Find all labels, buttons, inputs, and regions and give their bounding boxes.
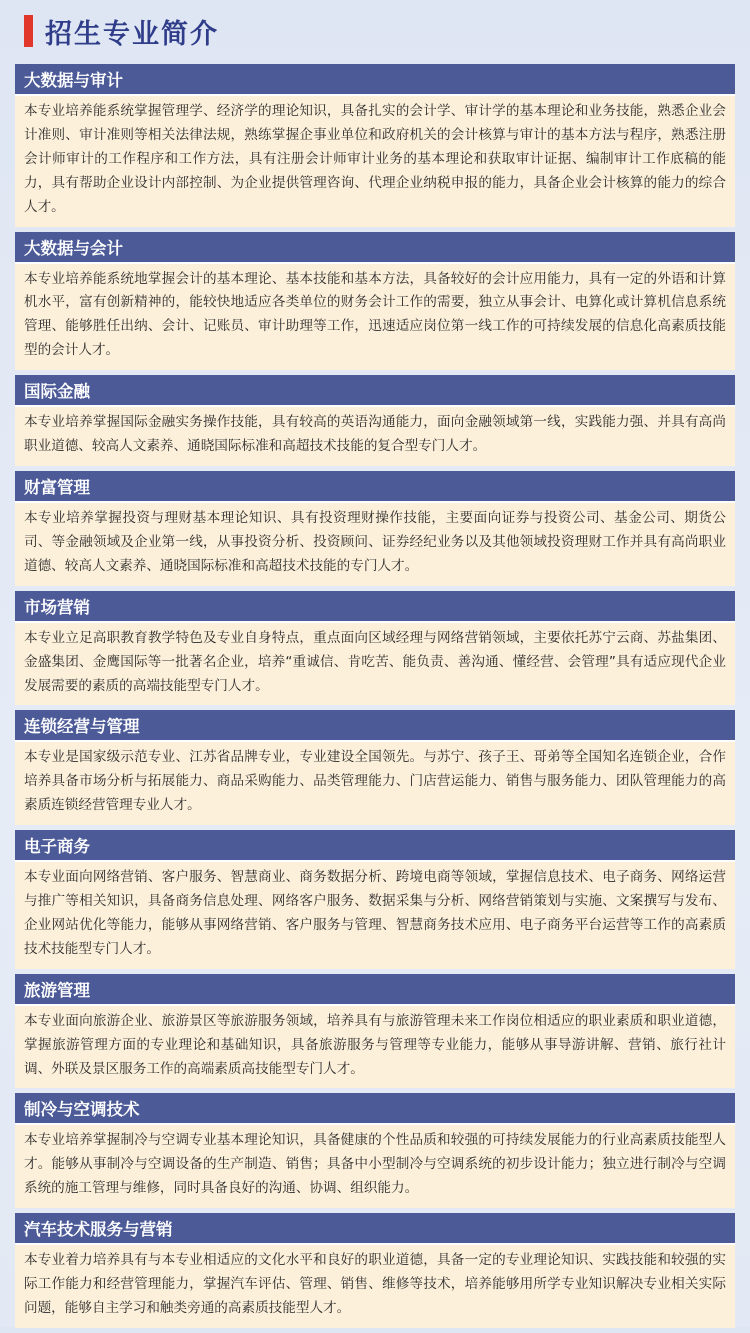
major-section	[15, 64, 735, 227]
major-description: 本专业着力培养具有与本专业相适应的文化水平和良好的职业道德，具备一定的专业理论知识、实践技能和较强的实际工作能力和经营管理能力，掌握汽车评估、管理、销售、维修等技术，培养能够用所学专业知识解决专业相关实际问题，能够自主学习和触类旁通的高素质技能型人才。	[15, 1245, 735, 1328]
major-name: 旅游管理	[15, 974, 735, 1006]
major-name: 汽车技术服务与营销	[15, 1213, 735, 1245]
major-section	[15, 591, 735, 706]
major-name: 市场营销	[15, 591, 735, 623]
major-description: 本专业面向旅游企业、旅游景区等旅游服务领域，培养具有与旅游管理未来工作岗位相适应的职业素质和职业道德，掌握旅游管理方面的专业理论和基础知识，具备旅游服务与管理等专业能力，能够从事导游讲解、营销、旅行社计调、外联及景区服务工作的高端素质高技能型专门人才。	[15, 1006, 735, 1089]
major-description: 本专业培养能系统地掌握会计的基本理论、基本技能和基本方法，具备较好的会计应用能力，具有一定的外语和计算机水平，富有创新精神的，能较快地适应各类单位的财务会计工作的需要，独立从事会计、电算化或计算机信息系统管理、能够胜任出纳、会计、记账员、审计助理等工作，迅速适应岗位第一线工作的可持续发展的信息化高素质技能型的会计人才。	[15, 264, 735, 371]
page-header	[24, 12, 219, 50]
major-section	[15, 1213, 735, 1328]
major-name: 财富管理	[15, 471, 735, 503]
major-name: 连锁经营与管理	[15, 710, 735, 742]
major-description: 本专业是国家级示范专业、江苏省品牌专业，专业建设全国领先。与苏宁、孩子王、哥弟等全国知名连锁企业，合作培养具备市场分析与拓展能力、商品采购能力、品类管理能力、门店营运能力、销售与服务能力、团队管理能力的高素质连锁经营管理专业人才。	[15, 742, 735, 825]
page-title: 招生专业简介	[45, 18, 219, 50]
major-description: 本专业培养掌握国际金融实务操作技能，具有较高的英语沟通能力，面向金融领域第一线，实践能力强、并具有高尚职业道德、较高人文素养、通晓国际标准和高超技术技能的复合型专门人才。	[15, 407, 735, 466]
major-description: 本专业培养掌握制冷与空调专业基本理论知识，具备健康的个性品质和较强的可持续发展能力的行业高素质技能型人才。能够从事制冷与空调设备的生产制造、销售；具备中小型制冷与空调系统的初步设计能力；独立进行制冷与空调系统的施工管理与维修，同时具备良好的沟通、协调、组织能力。	[15, 1125, 735, 1208]
major-description: 本专业培养掌握投资与理财基本理论知识、具有投资理财操作技能，主要面向证券与投资公司、基金公司、期货公司、等金融领域及企业第一线，从事投资分析、投资顾问、证券经纪业务以及其他领域投资理财工作并具有高尚职业道德、较高人文素养、通晓国际标准和高超技术技能的专门人才。	[15, 503, 735, 586]
major-description: 本专业培养能系统掌握管理学、经济学的理论知识，具备扎实的会计学、审计学的基本理论和业务技能，熟悉企业会计准则、审计准则等相关法律法规，熟练掌握企事业单位和政府机关的会计核算与审计的基本方法与程序，熟悉注册会计师审计的工作程序和工作方法，具有注册会计师审计业务的基本理论和获取审计证据、编制审计工作底稿的能力，具有帮助企业设计内部控制、为企业提供管理咨询、代理企业纳税申报的能力，具备企业会计核算的能力的综合人才。	[15, 96, 735, 227]
major-name: 国际金融	[15, 375, 735, 407]
major-section	[15, 710, 735, 825]
major-description: 本专业面向网络营销、客户服务、智慧商业、商务数据分析、跨境电商等领域，掌握信息技术、电子商务、网络运营与推广等相关知识，具备商务信息处理、网络客户服务、数据采集与分析、网络营销策划与实施、文案撰写与发布、企业网站优化等能力，能够从事网络营销、客户服务与管理、智慧商务技术应用、电子商务平台运营等工作的高素质技术技能型专门人才。	[15, 862, 735, 969]
major-list	[15, 64, 735, 1333]
major-section	[15, 1093, 735, 1208]
major-name: 大数据与审计	[15, 64, 735, 96]
major-name: 电子商务	[15, 830, 735, 862]
major-section	[15, 232, 735, 371]
major-name: 大数据与会计	[15, 232, 735, 264]
major-section	[15, 375, 735, 466]
major-section	[15, 830, 735, 969]
major-name: 制冷与空调技术	[15, 1093, 735, 1125]
major-section	[15, 974, 735, 1089]
title-accent-bar	[24, 15, 33, 47]
major-section	[15, 471, 735, 586]
major-description: 本专业立足高职教育教学特色及专业自身特点，重点面向区域经理与网络营销领域，主要依托苏宁云商、苏盐集团、金盛集团、金鹰国际等一批著名企业，培养“重诚信、肯吃苦、能负责、善沟通、懂经营、会管理”具有适应现代企业发展需要的素质的高端技能型专门人才。	[15, 623, 735, 706]
